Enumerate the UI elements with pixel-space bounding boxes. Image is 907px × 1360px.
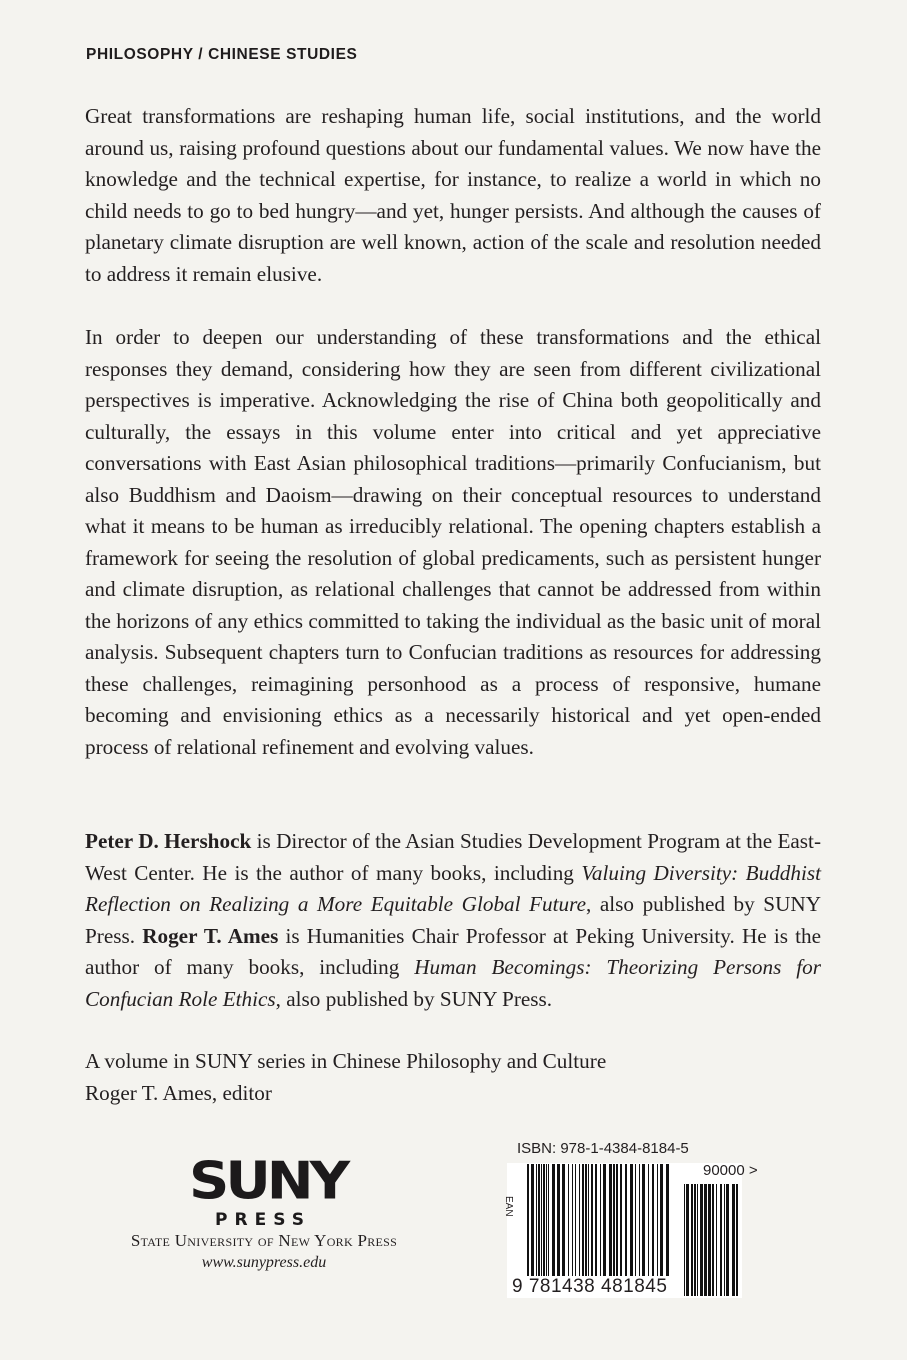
barcode-bar [694,1184,696,1296]
barcode-bar [666,1164,669,1276]
barcode-bar [639,1164,640,1276]
barcode-bar [613,1164,615,1276]
barcode-bar [700,1184,703,1296]
ean-barcode [527,1164,669,1276]
barcode-bar [575,1164,576,1276]
barcode-bar [697,1184,698,1296]
barcode-bar [536,1164,537,1276]
barcode-bar [548,1164,549,1276]
barcode-bar [625,1164,627,1276]
description-paragraph-1: Great transformations are reshaping human life, social institutions, and the world around us, raising profound questions about our fundamental values. We now have the knowledge and the technical expertise, for instance, to realize a world in which no child needs to go to bed hungry—and yet, hunger persists. And although the causes of planetary climate disruption are well known, action of the scale and resolution needed to address it remain elusive. [85,104,821,286]
publisher-website: www.sunypress.edu [201,1254,327,1271]
barcode-bar [712,1184,714,1296]
barcode-bar [609,1164,612,1276]
barcode-bar [720,1184,722,1296]
barcode-bar [620,1164,622,1276]
barcode-bar [704,1184,707,1296]
barcode-bar [579,1164,580,1276]
isbn-label: ISBN: 978-1-4384-8184-5 [517,1140,689,1157]
barcode-bar [660,1164,663,1276]
description-paragraph-2: In order to deepen our understanding of these transformations and the ethical responses they demand, considering how they are seen from different civilizational perspectives is imperative. Acknowledging the rise of China both geopolitically and culturally, the essays in this volume enter into critical and yet appreciative conversations with East Asian philosophical traditions—primarily Confucianism, but also Buddhism and Daoism—drawing on their conceptual resources to understand what it means to be human as irreducibly relational. The opening chapters establish a framework for seeing the resolution of global predicaments, such as persistent hunger and climate disruption, as relational challenges that cannot be addressed from within the horizons of any ethics committed to taking the individual as the basic unit of moral analysis. Subsequent chapters turn to Confucian traditions as resources for addressing these challenges, reimagining personhood as a process of responsive, humane becoming and envisioning ethics as a necessarily historical and yet open-ended process of relational refinement and evolving values. [85,325,821,759]
barcode-bar [732,1184,735,1296]
barcode-bar [736,1184,738,1296]
barcode-bar [648,1164,649,1276]
logo-suny-word: SUNY [189,1151,347,1212]
addon-barcode [684,1184,738,1296]
barcode-bar [572,1164,573,1276]
barcode-bar [708,1184,711,1296]
barcode-bar [527,1164,529,1276]
author-1-bio-b: , also published by SUNY Press. [85,892,821,948]
price-code: 90000 > [703,1162,758,1179]
barcode-bar [603,1164,606,1276]
barcode-bar [716,1184,717,1296]
barcode-bar [562,1164,565,1276]
barcode-bar [595,1164,597,1276]
barcode-bar [726,1184,729,1296]
author-2-bio-a: is Humanities Chair Professor at Peking University. He is the author of many books, including [85,923,821,979]
logo-press-word: PRESS [215,1210,311,1230]
barcode-bar [691,1184,693,1296]
barcode-bar [531,1164,534,1276]
barcode-bar [600,1164,601,1276]
barcode-bar [543,1164,545,1276]
barcode-bar [541,1164,542,1276]
author-1-book: Valuing Diversity: Buddhist Reflection on Realizing a More Equitable Global Future [85,860,821,916]
barcode-bar [557,1164,560,1276]
barcode-bar [546,1164,547,1276]
barcode-bar [568,1164,569,1276]
barcode-bar [588,1164,589,1276]
barcode-bar [538,1164,540,1276]
suny-press-logo [189,1151,347,1230]
series-note [85,1046,821,1109]
barcode-bar [724,1184,725,1296]
ean-label: EAN [503,1196,514,1217]
barcode-bar [652,1164,654,1276]
series-editor: Roger T. Ames, editor [85,1080,272,1105]
author-1-bio-a: is Director of the Asian Studies Development Program at the East-West Center. He is the author of many books, including [85,829,821,885]
series-line-1: A volume in SUNY series in Chinese Philosophy and Culture [85,1049,607,1073]
barcode-bar [686,1184,689,1296]
category-label: PHILOSOPHY / CHINESE STUDIES [86,46,358,63]
barcode-bar [591,1164,593,1276]
author-2-bio-b: , also published by SUNY Press. [275,986,553,1011]
ean-digits: 9 781438 481845 [512,1276,668,1297]
barcode-bar [552,1164,555,1276]
author-2-book: Human Becomings: Theorizing Persons for Confucian Role Ethics [85,955,821,1011]
barcode-bar [630,1164,633,1276]
author-2-name: Roger T. Ames [142,923,279,948]
barcode-bar [585,1164,587,1276]
barcode-bar [635,1164,636,1276]
barcode-bar [582,1164,584,1276]
author-1-name: Peter D. Hershock [85,829,252,853]
barcode-bar [657,1164,658,1276]
author-bios [85,826,821,1015]
barcode-bar [616,1164,618,1276]
barcode-bar [642,1164,645,1276]
publisher-name: State University of New York Press [130,1231,398,1250]
barcode-bar [684,1184,685,1296]
